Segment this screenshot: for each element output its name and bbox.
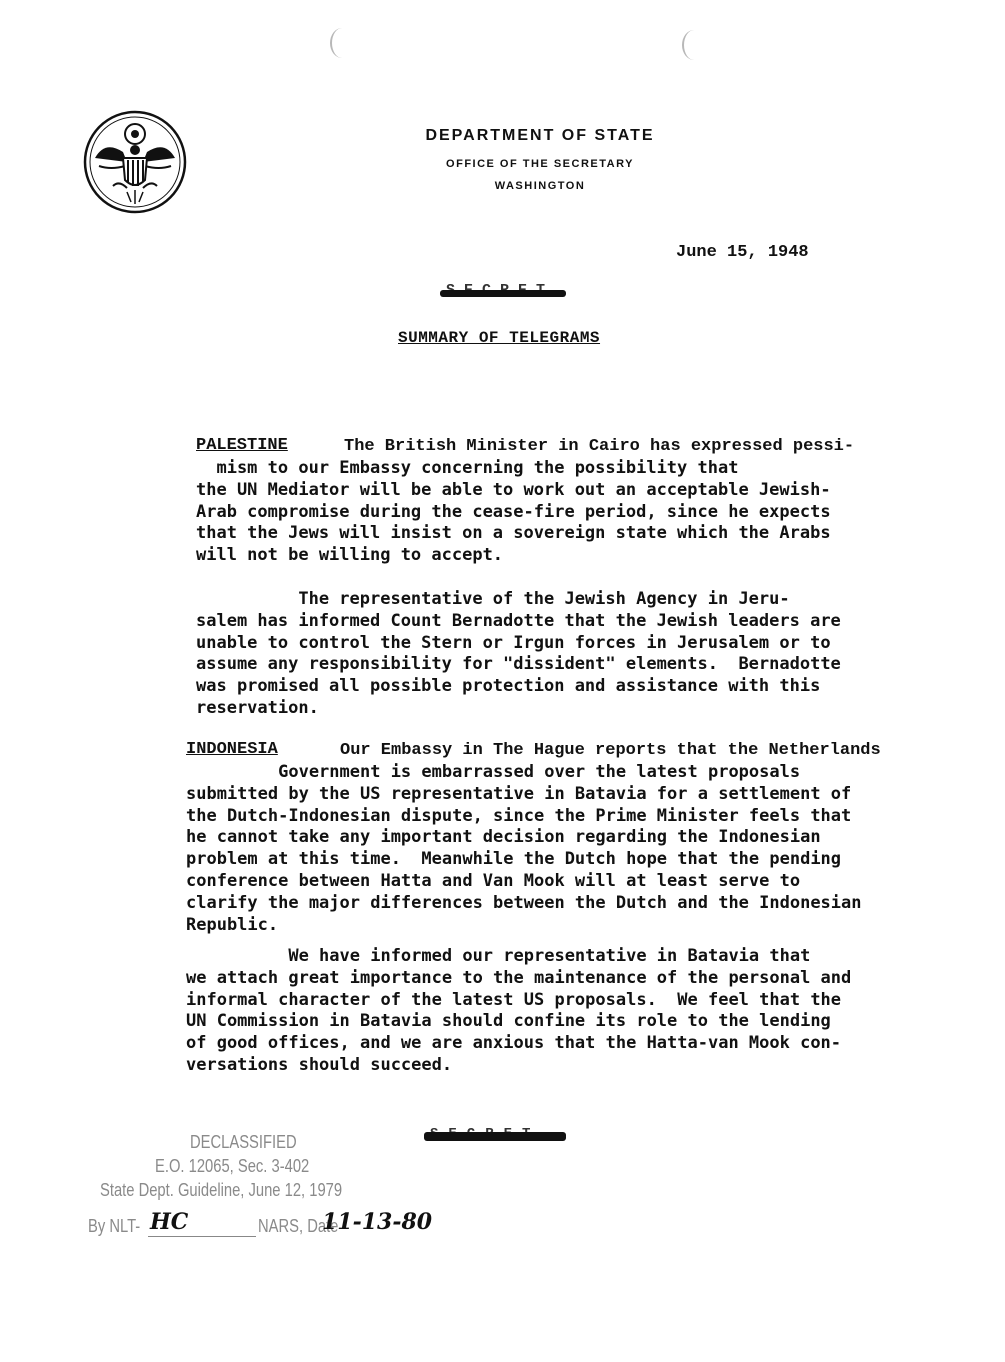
- punch-hole-mark: [682, 30, 706, 60]
- classification-marking: [440, 282, 570, 304]
- declassified-by-value: HC: [150, 1209, 189, 1235]
- declassified-by-label: By NLT-: [88, 1216, 141, 1236]
- section-label-palestine: PALESTINE: [196, 436, 288, 455]
- classification-marking: [424, 1126, 570, 1144]
- document-title: SUMMARY OF TELEGRAMS: [398, 329, 601, 347]
- declassified-nars-label: NARS, Date: [258, 1216, 339, 1236]
- office-name: OFFICE OF THE SECRETARY: [446, 158, 634, 170]
- document-date: June 15, 1948: [676, 243, 809, 262]
- declassified-order: E.O. 12065, Sec. 3-402: [155, 1156, 310, 1176]
- great-seal-icon: [83, 110, 187, 214]
- city-name: WASHINGTON: [494, 180, 586, 192]
- declassified-date-value: 11-13-80: [322, 1209, 433, 1235]
- redaction-bar: [440, 290, 566, 297]
- declassified-heading: DECLASSIFIED: [190, 1132, 297, 1152]
- signature-underline: [148, 1236, 256, 1237]
- section-paragraph: mism to our Embassy concerning the possibility that the UN Mediator will be able to work out an acceptable Jewish- Arab compromise during the cease-fire period, since he expects that the Jews will insist on a sovereign state which the Arabs will not be willing to accept.: [196, 458, 831, 566]
- section-label-indonesia: INDONESIA: [186, 740, 278, 759]
- section-paragraph: Government is embarrassed over the latest proposals submitted by the US representative in Batavia for a settlement of the Dutch-Indonesian dispute, since the Prime Minister feels that he cannot take any important decision regarding the Indonesian problem at this time. Meanwhile the Dutch hope that the pending conference between Hatta and Van Mook will at least serve to clarify the major differences between the Dutch and the Indonesian Republic.: [186, 762, 862, 935]
- redaction-bar: [424, 1132, 566, 1141]
- section-first-line: The British Minister in Cairo has expressed pessi-: [344, 437, 855, 456]
- section-paragraph: We have informed our representative in Batavia that we attach great importance to the maintenance of the personal and informal character of the latest US proposals. We feel that the UN Commission in Batavia should confine its role to the lending of good offices, and we are anxious that the Hatta-van Mook con- versations should succeed.: [186, 946, 852, 1075]
- section-paragraph: The representative of the Jewish Agency in Jeru- salem has informed Count Bernadotte that the Jewish leaders are unable to control the Stern or Irgun forces in Jerusalem or to assume any responsibility for "dissident" elements. Bernadotte was promised all possible protection and assistance with this reservation.: [196, 589, 841, 718]
- declassified-guideline: State Dept. Guideline, June 12, 1979: [100, 1180, 343, 1200]
- section-first-line: Our Embassy in The Hague reports that the Netherlands: [340, 741, 881, 760]
- punch-hole-mark: [330, 28, 354, 58]
- department-name: DEPARTMENT OF STATE: [425, 127, 655, 144]
